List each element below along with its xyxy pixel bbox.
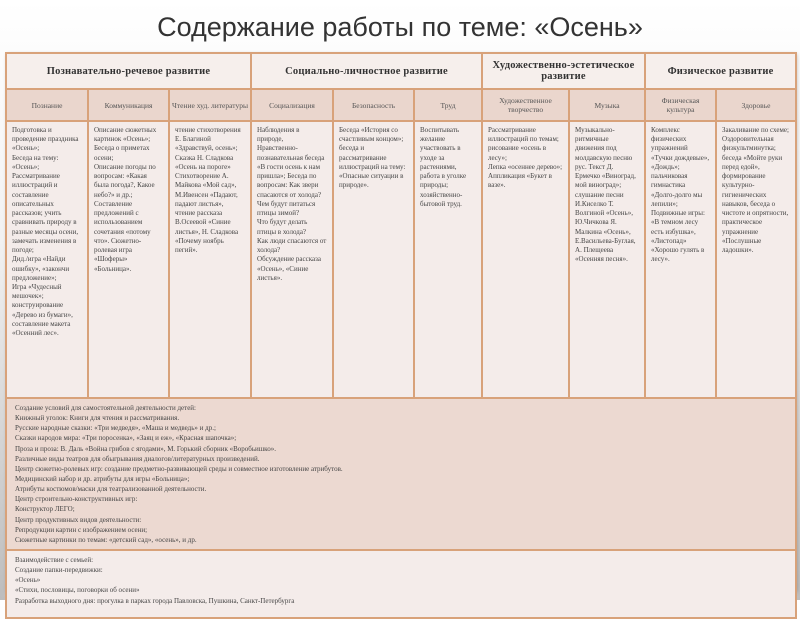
group-header-row <box>6 53 796 89</box>
family-line: «Осень» <box>15 576 41 585</box>
cell-text: чтение стихотворения Е. Благиной «Здравствуй, осень»; Сказка Н. Сладкова «Осень на пороге» Стихотворение А. Майкова «Мой сад», М.Ивенсен «Падают, падают листья», чтение рассказа В.Осеевой «Синие листья», Н. Сладкова «Почему ноябрь пегий». <box>175 126 241 255</box>
area-header: Художественное творчество <box>482 89 569 121</box>
cell-text: Наблюдения в природе, Нравственно-познавательная беседа «В гости осень к нам пришла»; Беседа по вопросам: Как звери спасаются от холода? Чем будут питаться птицы зимой? Что будут делать птицы в холода? Как люди спасаются от холода? Обсуждение рассказа «Осень», «Синие листья». <box>257 126 327 282</box>
conditions-line: Центр продуктивных видов деятельности: <box>15 515 142 524</box>
family-line: «Стихи, пословицы, поговорки об осени» <box>15 586 140 595</box>
cell-text: Рассматривание иллюстраций по темам; рисование «осень в лесу»; Лепка «осеннее дерево»; Аппликация «Букет в вазе». <box>488 126 563 190</box>
area-header: Труд <box>414 89 482 121</box>
conditions-line: Центр сюжетно-ролевых игр: создание предметно-развивающей среды и совместное изготовление атрибутов. <box>15 464 343 473</box>
conditions-line: Сказки народов мира: «Три поросенка», «Заяц и еж», «Красная шапочка»; <box>15 434 237 443</box>
content-cell <box>414 121 482 398</box>
content-cell <box>333 121 414 398</box>
content-cell <box>482 121 569 398</box>
content-cell <box>6 121 88 398</box>
content-cell <box>645 121 716 398</box>
content-cell <box>716 121 796 398</box>
content-cell <box>88 121 169 398</box>
content-cell <box>169 121 251 398</box>
area-header: Коммуникация <box>88 89 169 121</box>
group-artistic-aesthetic: Художественно-эстетическое развитие <box>482 53 645 89</box>
area-header: Чтение худ. литературы <box>169 89 251 121</box>
family-row <box>6 550 796 618</box>
group-physical: Физическое развитие <box>645 53 796 89</box>
cell-text: Беседа «История со счастливым концом»; беседа и рассматривание иллюстраций на тему: «Опасные ситуации в природе». <box>339 126 406 190</box>
conditions-line: Книжный уголок: Книги для чтения и рассматривания. <box>15 414 180 423</box>
cell-text: Описание сюжетных картинок «Осень»; Беседа о приметах осени; Описание погоды по вопросам: «Какая была погода?, Какое небо?» и др.; Составление предложений с использованием сочетания «потому что». Сюжетно-ролевая игра «Шоферы» «Больница». <box>94 126 157 273</box>
family-cell <box>6 550 796 618</box>
area-header: Безопасность <box>333 89 414 121</box>
area-header: Музыка <box>569 89 645 121</box>
area-header: Познание <box>6 89 88 121</box>
area-header: Физическая культура <box>645 89 716 121</box>
content-cell <box>251 121 333 398</box>
cell-text: Музыкально-ритмичные движения под молдавскую песню рус. Текст Д. Ермечко «Виноград, мой виноград»; слушание песни И.Киселко Т. Волгиной «Осень», Ю.Чичкова Я. Малкина «Осень», Е.Васильева-Буглая, А. Плещеева «Осенняя песня». <box>575 126 636 264</box>
conditions-line: Создание условий для самостоятельной деятельности детей: <box>15 404 197 412</box>
conditions-line: Репродукции картин с изображением осени; <box>15 525 148 534</box>
conditions-line: Конструктор ЛЕГО; <box>15 505 75 514</box>
area-header: Социализация <box>251 89 333 121</box>
family-line: Создание папки-передвижки: <box>15 566 103 575</box>
content-cell <box>569 121 645 398</box>
conditions-line: Проза и проза: В. Даль «Война грибов с ягодами», М. Горький сборник «Воробьишко». <box>15 444 276 453</box>
conditions-line: Различные виды театров для обыгрывания диалогов/литературных произведений. <box>15 454 260 463</box>
conditions-line: Русские народные сказки: «Три медведя», «Маша и медведь» и др.; <box>15 424 216 433</box>
conditions-cell <box>6 398 796 550</box>
cell-text: Закаливание по схеме; Оздоровительная физкультминутка; беседа «Мойте руки перед едой», формирование культурно-гигиенических навыков, беседа о чистоте и опрятности, практическое упражнение «Послушные ладошки». <box>722 126 789 255</box>
cell-text: Подготовка и проведение праздника «Осень»; Беседа на тему: «Осень»; Рассматривание иллюстраций и составление описательных рассказов; учить сравнивать природу в разные месяцы осени, замечать изменения в погоде; Дид./игра «Найди ошибку», «закончи предложение»; Игра «Чудесный мешочек»; конструирование «Дерево из бумаги», составление макета «Осенний лес». <box>12 126 79 338</box>
area-header: Здоровье <box>716 89 796 121</box>
conditions-line: Сюжетные картинки по темам: «детский сад», «осень», и др. <box>15 535 197 544</box>
family-line: Взаимодействие с семьей: <box>15 555 94 564</box>
group-social-personal: Социально-личностное развитие <box>251 53 482 89</box>
conditions-line: Медицинский набор и др. атрибуты для игры «Больница»; <box>15 474 190 483</box>
page-title: Содержание работы по теме: «Осень» <box>157 12 643 42</box>
cell-text: Комплекс физических упражнений «Тучки дождевые», «Дождь»; пальчиковая гимнастика «Долго-долго мы лепили»; Подвижные игры: «В темном лесу есть избушка», «Листопад» «Хорошо гулять в лесу». <box>651 126 710 264</box>
content-row <box>6 121 796 398</box>
content-table <box>5 52 795 605</box>
group-cognitive-speech: Познавательно-речевое развитие <box>6 53 251 89</box>
conditions-row <box>6 398 796 550</box>
conditions-line: Атрибуты костюмов/маски для театрализованной деятельности. <box>15 485 207 494</box>
conditions-line: Центр строительно-конструктивных игр: <box>15 495 138 504</box>
family-line: Разработка выходного дня: прогулка в парках города Павловска, Пушкина, Санкт-Петербурга <box>15 596 295 605</box>
area-header-row <box>6 89 796 121</box>
cell-text: Воспитывать желание участвовать в уходе за растениями, работа в уголке природы; хозяйственно-бытовой труд. <box>420 126 467 208</box>
